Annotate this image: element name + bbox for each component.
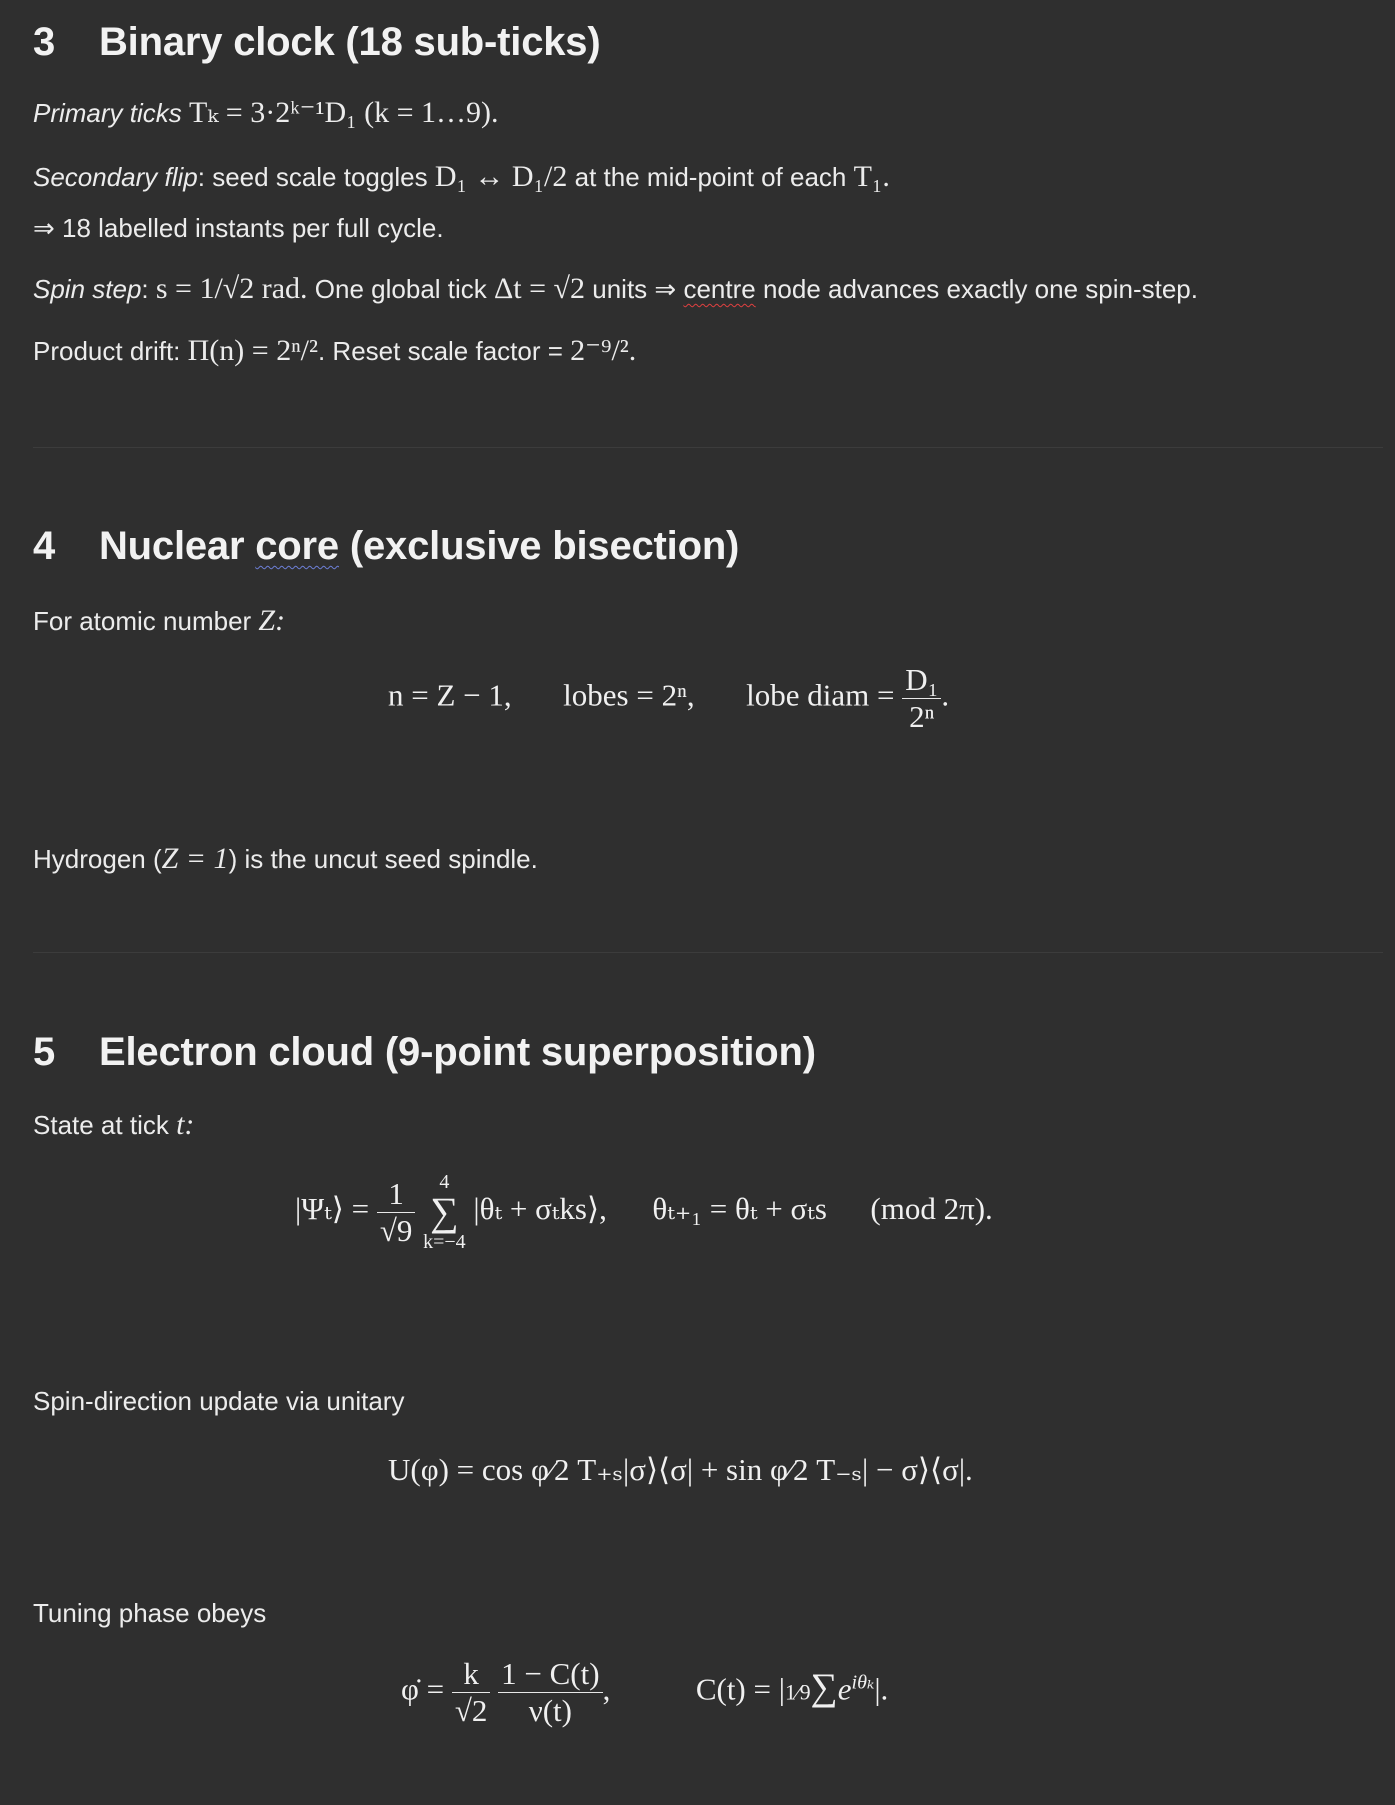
unitary-display-equation: U(φ) = cos φ⁄2 T₊ₛ|σ⟩⟨σ| + sin φ⁄2 T₋ₛ| − σ⟩⟨σ|.	[388, 1452, 973, 1487]
product-drift-label: Product drift:	[33, 336, 181, 366]
section-divider	[33, 952, 1383, 953]
section-title-b: (exclusive bisection)	[349, 524, 740, 568]
sum-operator	[423, 1172, 466, 1252]
sum-upper-limit: 4	[439, 1171, 450, 1193]
hydrogen-line	[33, 842, 538, 876]
fraction-denominator: √9	[377, 1212, 416, 1249]
atomic-number-symbol: Z:	[258, 604, 286, 637]
n-equation: n = Z − 1,	[388, 677, 512, 713]
state-text: State at tick	[33, 1110, 169, 1140]
spin-step-formula: s = 1/√2 rad.	[155, 272, 308, 305]
secondary-flip-text-b: at the mid-point of each	[574, 162, 847, 192]
phase-fraction-c	[498, 1656, 602, 1729]
section-title-a: Nuclear	[99, 524, 245, 568]
coherence-sum: ∑	[810, 1666, 838, 1709]
fraction-numerator: 1 − C(t)	[501, 1656, 600, 1691]
lobe-diam-equation: lobe diam =	[746, 677, 895, 713]
theta-update: θₜ₊₁ = θₜ + σₜs	[652, 1191, 827, 1227]
phase-fraction-k	[452, 1656, 491, 1729]
secondary-flip-formula-b: T₁.	[853, 160, 890, 193]
coherence-fraction: 1⁄9	[784, 1679, 811, 1705]
spellcheck-word-core[interactable]: core	[255, 524, 339, 568]
spellcheck-word-centre[interactable]: centre	[683, 274, 756, 304]
fraction-denominator: ν(t)	[498, 1692, 602, 1729]
primary-ticks-line	[33, 96, 499, 130]
atomic-number-line	[33, 604, 285, 638]
reset-scale-formula: 2⁻⁹/².	[570, 334, 637, 367]
phase-display-equation	[401, 1656, 888, 1729]
primary-ticks-formula: Tₖ = 3·2ᵏ⁻¹D₁ (k = 1…9).	[189, 96, 499, 129]
sum-sigma: ∑	[430, 1189, 459, 1234]
section-number: 3	[33, 20, 56, 64]
lobes-equation: lobes = 2ⁿ,	[563, 677, 695, 713]
spin-step-text-a: One global tick	[314, 274, 487, 304]
section-3-heading	[33, 20, 600, 65]
tick-formula: Δt = √2	[494, 272, 586, 305]
secondary-flip-formula-a: D₁ ↔ D₁/2	[434, 160, 568, 193]
section-title: Electron cloud (9-point superposition)	[99, 1030, 816, 1074]
exp-power: iθₖ	[851, 1671, 875, 1694]
section-5-heading	[33, 1030, 816, 1075]
psi-lhs: |Ψₜ⟩ =	[295, 1191, 370, 1227]
hydrogen-text-a: Hydrogen (	[33, 844, 162, 874]
fraction-numerator: 1	[388, 1175, 404, 1211]
coherence-definition: C(t) = |	[695, 1671, 785, 1707]
spin-step-label: Spin step	[33, 274, 142, 304]
fraction-denominator: 2ⁿ	[902, 698, 941, 735]
coherence-end: |.	[874, 1671, 889, 1707]
phase-comma: ,	[602, 1671, 611, 1707]
secondary-flip-label: Secondary flip	[33, 162, 198, 192]
lobe-diam-fraction	[902, 662, 941, 735]
atomic-number-text: For atomic number	[33, 606, 252, 636]
sum-lower-limit: k=−4	[423, 1231, 466, 1253]
psi-ket: |θₜ + σₜks⟩,	[473, 1191, 607, 1227]
state-symbol: t:	[176, 1108, 195, 1141]
product-drift-formula: Π(n) = 2ⁿ/²	[187, 334, 318, 367]
mod-clause: (mod 2π).	[870, 1191, 993, 1227]
fraction-denominator: √2	[452, 1692, 491, 1729]
spin-direction-line: Spin-direction update via unitary	[33, 1386, 405, 1416]
product-drift-line	[33, 334, 636, 368]
state-line	[33, 1108, 194, 1142]
equation-end: .	[941, 677, 950, 713]
phase-lhs: φ̇ =	[401, 1671, 445, 1707]
spin-step-text-c: node advances exactly one spin-step.	[762, 274, 1198, 304]
reset-scale-text: . Reset scale factor =	[317, 336, 563, 366]
secondary-flip-line	[33, 160, 890, 194]
spin-step-text-b: units ⇒	[592, 274, 677, 304]
fraction-numerator: k	[463, 1656, 479, 1691]
hydrogen-formula: Z = 1	[161, 842, 229, 875]
psi-normalization-fraction	[377, 1176, 416, 1249]
nuclear-display-equation	[388, 662, 949, 735]
section-title: Binary clock (18 sub-ticks)	[99, 20, 601, 64]
primary-ticks-label: Primary ticks	[33, 98, 182, 128]
spin-step-line: Spin step: s = 1/√2 rad. One global tick Δt = √2 units ⇒ centre node advances exactly one spin-step.	[33, 272, 1198, 305]
section-4-heading	[33, 524, 739, 569]
psi-display-equation	[295, 1172, 993, 1252]
section-divider	[33, 447, 1383, 448]
hydrogen-text-b: ) is the uncut seed spindle.	[228, 844, 538, 874]
cycle-line: ⇒ 18 labelled instants per full cycle.	[33, 213, 444, 243]
exp-base: e	[837, 1671, 852, 1707]
section-number: 4	[33, 524, 56, 568]
fraction-numerator: D₁	[905, 662, 939, 697]
secondary-flip-text-a: : seed scale toggles	[197, 162, 428, 192]
tuning-phase-line: Tuning phase obeys	[33, 1598, 267, 1628]
section-number: 5	[33, 1030, 56, 1074]
